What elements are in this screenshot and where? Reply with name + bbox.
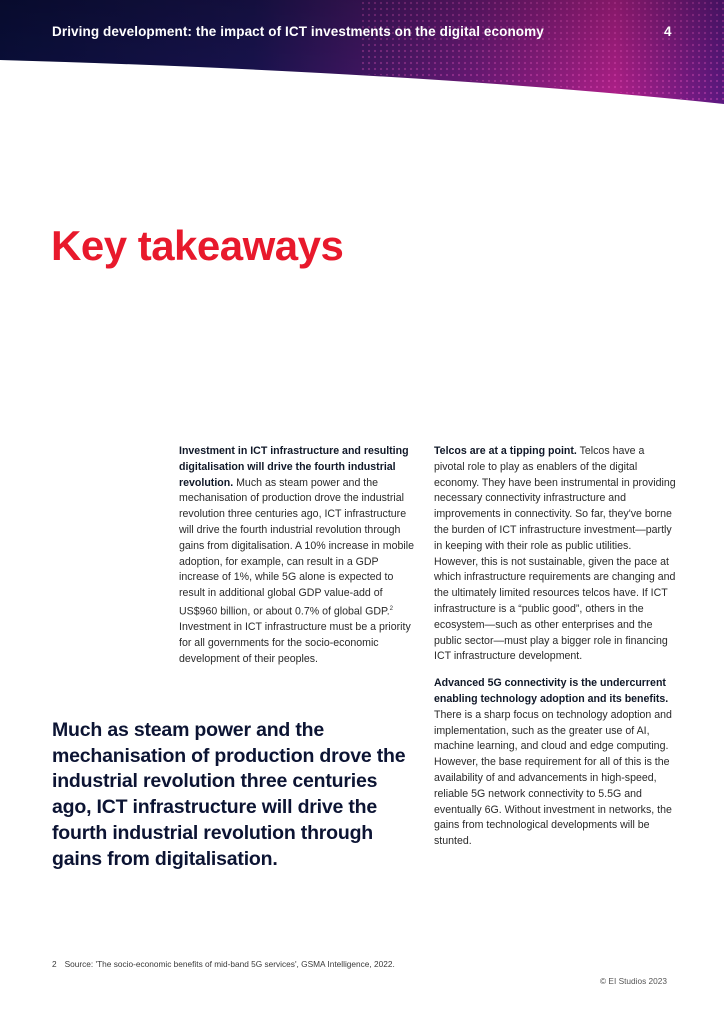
right-para2-body: There is a sharp focus on technology adoption and implementation, such as the greater use of AI, machine learning, and cloud and edge computing. However, the base requirement for all of this is the availability of and advancements in high-speed, reliable 5G network connectivity to 5.5G and eventually 6G. Without investment in networks, the gains from technological developments will be stunted. xyxy=(434,708,672,848)
left-body-1: Much as steam power and the mechanisation of production drove the industrial revolution three centuries ago, ICT infrastructure will drive the fourth industrial revolution through gains from digitalisation. A 10% increase in mobile adoption, for example, can result in a GDP increase of 1%, while 5G alone is expected to result in additional global GDP value-add of US$960 billion, or about 0.7% of global GDP. xyxy=(179,476,414,618)
section-title: Key takeaways xyxy=(51,222,344,269)
footnote-reference[interactable]: 2 xyxy=(389,605,393,612)
footnote-number: 2 xyxy=(52,959,57,969)
left-paragraph xyxy=(179,444,419,668)
left-column xyxy=(179,444,419,668)
copyright: © EI Studios 2023 xyxy=(600,976,667,986)
header-title: Driving development: the impact of ICT investments on the digital economy xyxy=(52,24,544,39)
right-para1-bold: Telcos are at a tipping point. xyxy=(434,445,577,457)
header-banner xyxy=(0,0,724,110)
right-paragraph-2 xyxy=(434,676,676,850)
left-lead-bold: Investment in ICT infrastructure and resulting digitalisation will drive the fourth industrial revolution. xyxy=(179,445,409,489)
header-banner-graphic xyxy=(0,0,724,110)
page-number: 4 xyxy=(664,24,672,39)
left-body-2: Investment in ICT infrastructure must be a priority for all governments for the socio-economic development of their peoples. xyxy=(179,621,411,665)
right-column xyxy=(434,444,676,850)
right-para1-body: Telcos have a pivotal role to play as enablers of the digital economy. They have been instrumental in providing necessary connectivity infrastructure and improvements in connectivity. So far, they've borne the burden of ICT infrastructure investment—partly in keeping with their role as public utilities. However, this is not sustainable, given the pace at which infrastructure requirements are changing and the ultimately limited resources telcos have. If ICT infrastructure is a “public good”, others in the ecosystem—such as other enterprises and the public sector—must play a bigger role in financing ICT infrastructure development. xyxy=(434,445,676,663)
right-paragraph-1 xyxy=(434,444,676,665)
pull-quote: Much as steam power and the mechanisation of production drove the industrial revolution three centuries ago, ICT infrastructure will drive the fourth industrial revolution through gains from digitalisation. xyxy=(52,719,406,870)
right-para2-bold: Advanced 5G connectivity is the undercurrent enabling technology adoption and its benefits. xyxy=(434,677,669,705)
footnote xyxy=(52,959,395,969)
footnote-text: Source: 'The socio-economic benefits of mid-band 5G services', GSMA Intelligence, 2022. xyxy=(64,959,395,969)
